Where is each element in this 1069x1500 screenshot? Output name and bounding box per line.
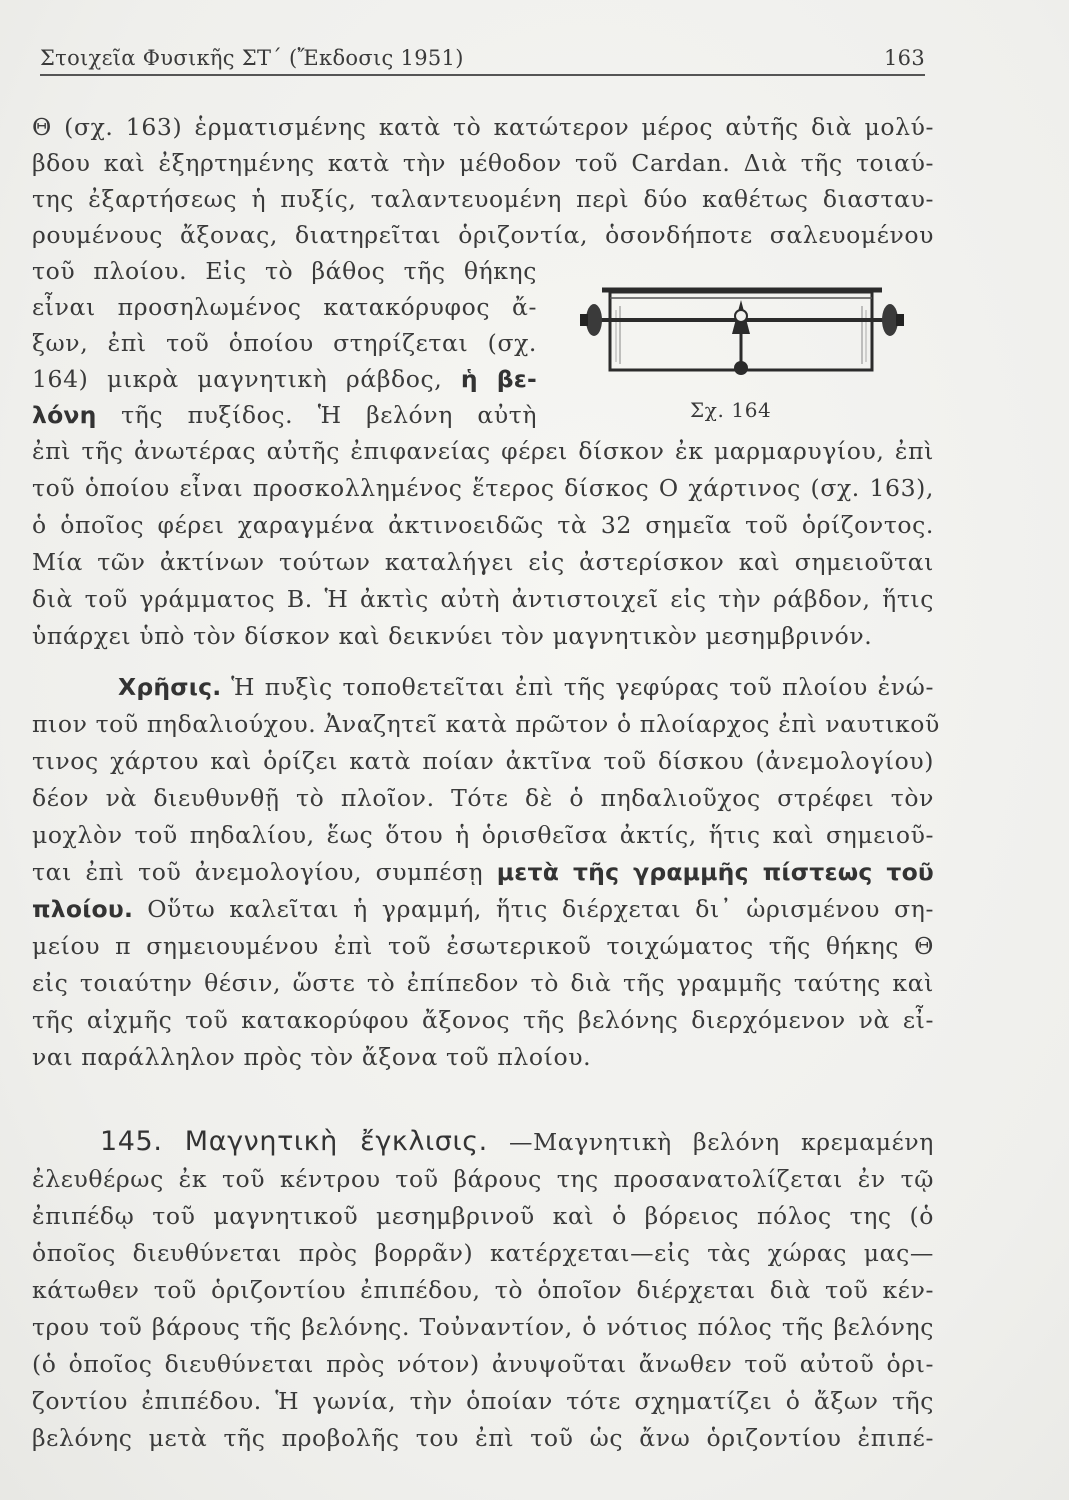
text-line: ὑπάρχει ὑπὸ τὸν δίσκον καὶ δεικνύει τὸν μαγνητικὸν μεσημβρινόν. — [32, 622, 873, 650]
text-line — [32, 364, 537, 394]
running-title: Στοιχεῖα Φυσικῆς ΣΤ΄ (Ἔκδοσις 1951) — [40, 46, 464, 70]
text-line: ἐπὶ τῆς ἀνωτέρας αὐτῆς ἐπιφανείας φέρει δίσκον ἐκ μαρμαρυγίου, ἐπὶ — [32, 437, 934, 465]
section-heading-line — [100, 1124, 934, 1160]
text-line: βελόνης μετὰ τῆς προβολῆς του ἐπὶ τοῦ ὡς ἄνω ὁριζοντίου ἐπιπέ- — [32, 1424, 934, 1452]
text-line — [118, 672, 934, 702]
text-line: ὁ ὁποῖος φέρει χαραγμένα ἀκτινοειδῶς τὰ 32 σημεῖα τοῦ ὁρίζοντος. — [32, 511, 934, 539]
text-line: εἶναι προσηλωμένος κατακόρυφος ἄ- — [32, 293, 537, 321]
text-line — [32, 857, 934, 887]
text-line: ναι παράλληλον πρὸς τὸν ἄξονα τοῦ πλοίου. — [32, 1043, 592, 1071]
text-line: ἐπιπέδῳ τοῦ μαγνητικοῦ μεσημβρινοῦ καὶ ὁ βόρειος πόλος της (ὁ — [32, 1202, 934, 1230]
text-line: ζοντίου ἐπιπέδου. Ἡ γωνία, τὴν ὁποίαν τότε σχηματίζει ὁ ἄξων τῆς — [32, 1387, 934, 1415]
text-line — [32, 894, 934, 924]
text-line: τοῦ ὁποίου εἶναι προσκολλημένος ἕτερος δίσκος Ο χάρτινος (σχ. 163), — [32, 474, 934, 502]
text-line: ἐλευθέρως ἐκ τοῦ κέντρου τοῦ βάρους της προσανατολίζεται ἐν τῷ — [32, 1165, 934, 1193]
text-line: ξων, ἐπὶ τοῦ ὁποίου στηρίζεται (σχ. — [32, 329, 537, 357]
text-line: κάτωθεν τοῦ ὁριζοντίου ἐπιπέδου, τὸ ὁποῖον διέρχεται διὰ τοῦ κέν- — [32, 1276, 934, 1304]
text-line: βδου καὶ ἐξηρτημένης κατὰ τὴν μέθοδον τοῦ Cardan. Διὰ τῆς τοιαύ- — [32, 149, 934, 177]
bold-phrase: μετὰ τῆς γραμμῆς πίστεως τοῦ — [496, 858, 934, 886]
text-fragment: 164) μικρὰ μαγνητικὴ ράβδος, — [32, 365, 443, 393]
bold-term: λόνη — [32, 401, 97, 429]
text-line: (ὁ ὁποῖος διευθύνεται πρὸς νότον) ἀνυψοῦται ἄνωθεν τοῦ αὐτοῦ ὁρι- — [32, 1350, 934, 1378]
paragraph-heading: Χρῆσις. — [118, 673, 222, 701]
text-line: ὁποῖος διευθύνεται πρὸς βορρᾶν) κατέρχεται—εἰς τὰς χώρας μας— — [32, 1239, 934, 1267]
text-fragment: —Μαγνητικὴ βελόνη κρεμαμένη — [509, 1128, 934, 1156]
text-line: μοχλὸν τοῦ πηδαλίου, ἕως ὅτου ἡ ὁρισθεῖσα ἀκτίς, ἥτις καὶ σημειοῦ- — [32, 821, 934, 849]
text-fragment: Ἡ πυξὶς τοποθετεῖται ἐπὶ τῆς γεφύρας τοῦ πλοίου ἐνώ- — [231, 673, 934, 701]
text-line — [32, 400, 537, 430]
text-line: τρου τοῦ βάρους τῆς βελόνης. Τοὐναντίον, ὁ νότιος πόλος τῆς βελόνης — [32, 1313, 934, 1341]
text-line: δέον νὰ διευθυνθῇ τὸ πλοῖον. Τότε δὲ ὁ πηδαλιοῦχος στρέφει τὸν — [32, 784, 934, 812]
figure-164 — [572, 270, 912, 430]
text-line: τῆς αἰχμῆς τοῦ κατακορύφου ἄξονος τῆς βελόνης διερχόμενον νὰ εἶ- — [32, 1006, 934, 1034]
text-line: εἰς τοιαύτην θέσιν, ὥστε τὸ ἐπίπεδον τὸ διὰ τῆς γραμμῆς ταύτης καὶ — [32, 969, 934, 997]
text-line: Θ (σχ. 163) ἑρματισμένης κατὰ τὸ κατώτερον μέρος αὐτῆς διὰ μολύ- — [32, 113, 934, 141]
text-line: της ἐξαρτήσεως ἡ πυξίς, ταλαντευομένη περὶ δύο καθέτως διασταυ- — [32, 185, 934, 213]
text-line: πιον τοῦ πηδαλιούχου. Ἀναζητεῖ κατὰ πρῶτον ὁ πλοίαρχος ἐπὶ ναυτικοῦ — [32, 710, 940, 738]
compass-box-diagram — [572, 270, 912, 395]
text-line: διὰ τοῦ γράμματος Β. Ἡ ἀκτὶς αὐτὴ ἀντιστοιχεῖ εἰς τὴν ράβδον, ἥτις — [32, 585, 934, 613]
page-header — [40, 40, 925, 76]
text-fragment: τῆς πυξίδος. Ἡ βελόνη αὐτὴ — [121, 401, 537, 429]
section-title: 145. Μαγνητικὴ ἔγκλισις. — [100, 1126, 488, 1157]
text-fragment: ται ἐπὶ τοῦ ἀνεμολογίου, συμπέσῃ — [32, 858, 484, 886]
text-line: τοῦ πλοίου. Εἰς τὸ βάθος τῆς θήκης — [32, 257, 537, 285]
text-fragment: Οὕτω καλεῖται ἡ γραμμή, ἥτις διέρχεται δι᾽ ὡρισμένου ση- — [147, 895, 934, 923]
figure-caption: Σχ. 164 — [690, 398, 772, 422]
page-number: 163 — [884, 46, 925, 70]
bold-phrase: πλοίου. — [32, 895, 134, 923]
bold-term: ἡ βε- — [460, 365, 537, 393]
text-line: τινος χάρτου καὶ ὁρίζει κατὰ ποίαν ἀκτῖνα τοῦ δίσκου (ἀνεμολογίου) — [32, 747, 934, 775]
text-line: μείου π σημειουμένου ἐπὶ τοῦ ἐσωτερικοῦ τοιχώματος τῆς θήκης Θ — [32, 932, 934, 960]
text-line: ρουμένους ἄξονας, διατηρεῖται ὁριζοντία, ὁσονδήποτε σαλευομένου — [32, 221, 934, 249]
text-line: Μία τῶν ἀκτίνων τούτων καταλήγει εἰς ἀστερίσκον καὶ σημειοῦται — [32, 548, 934, 576]
